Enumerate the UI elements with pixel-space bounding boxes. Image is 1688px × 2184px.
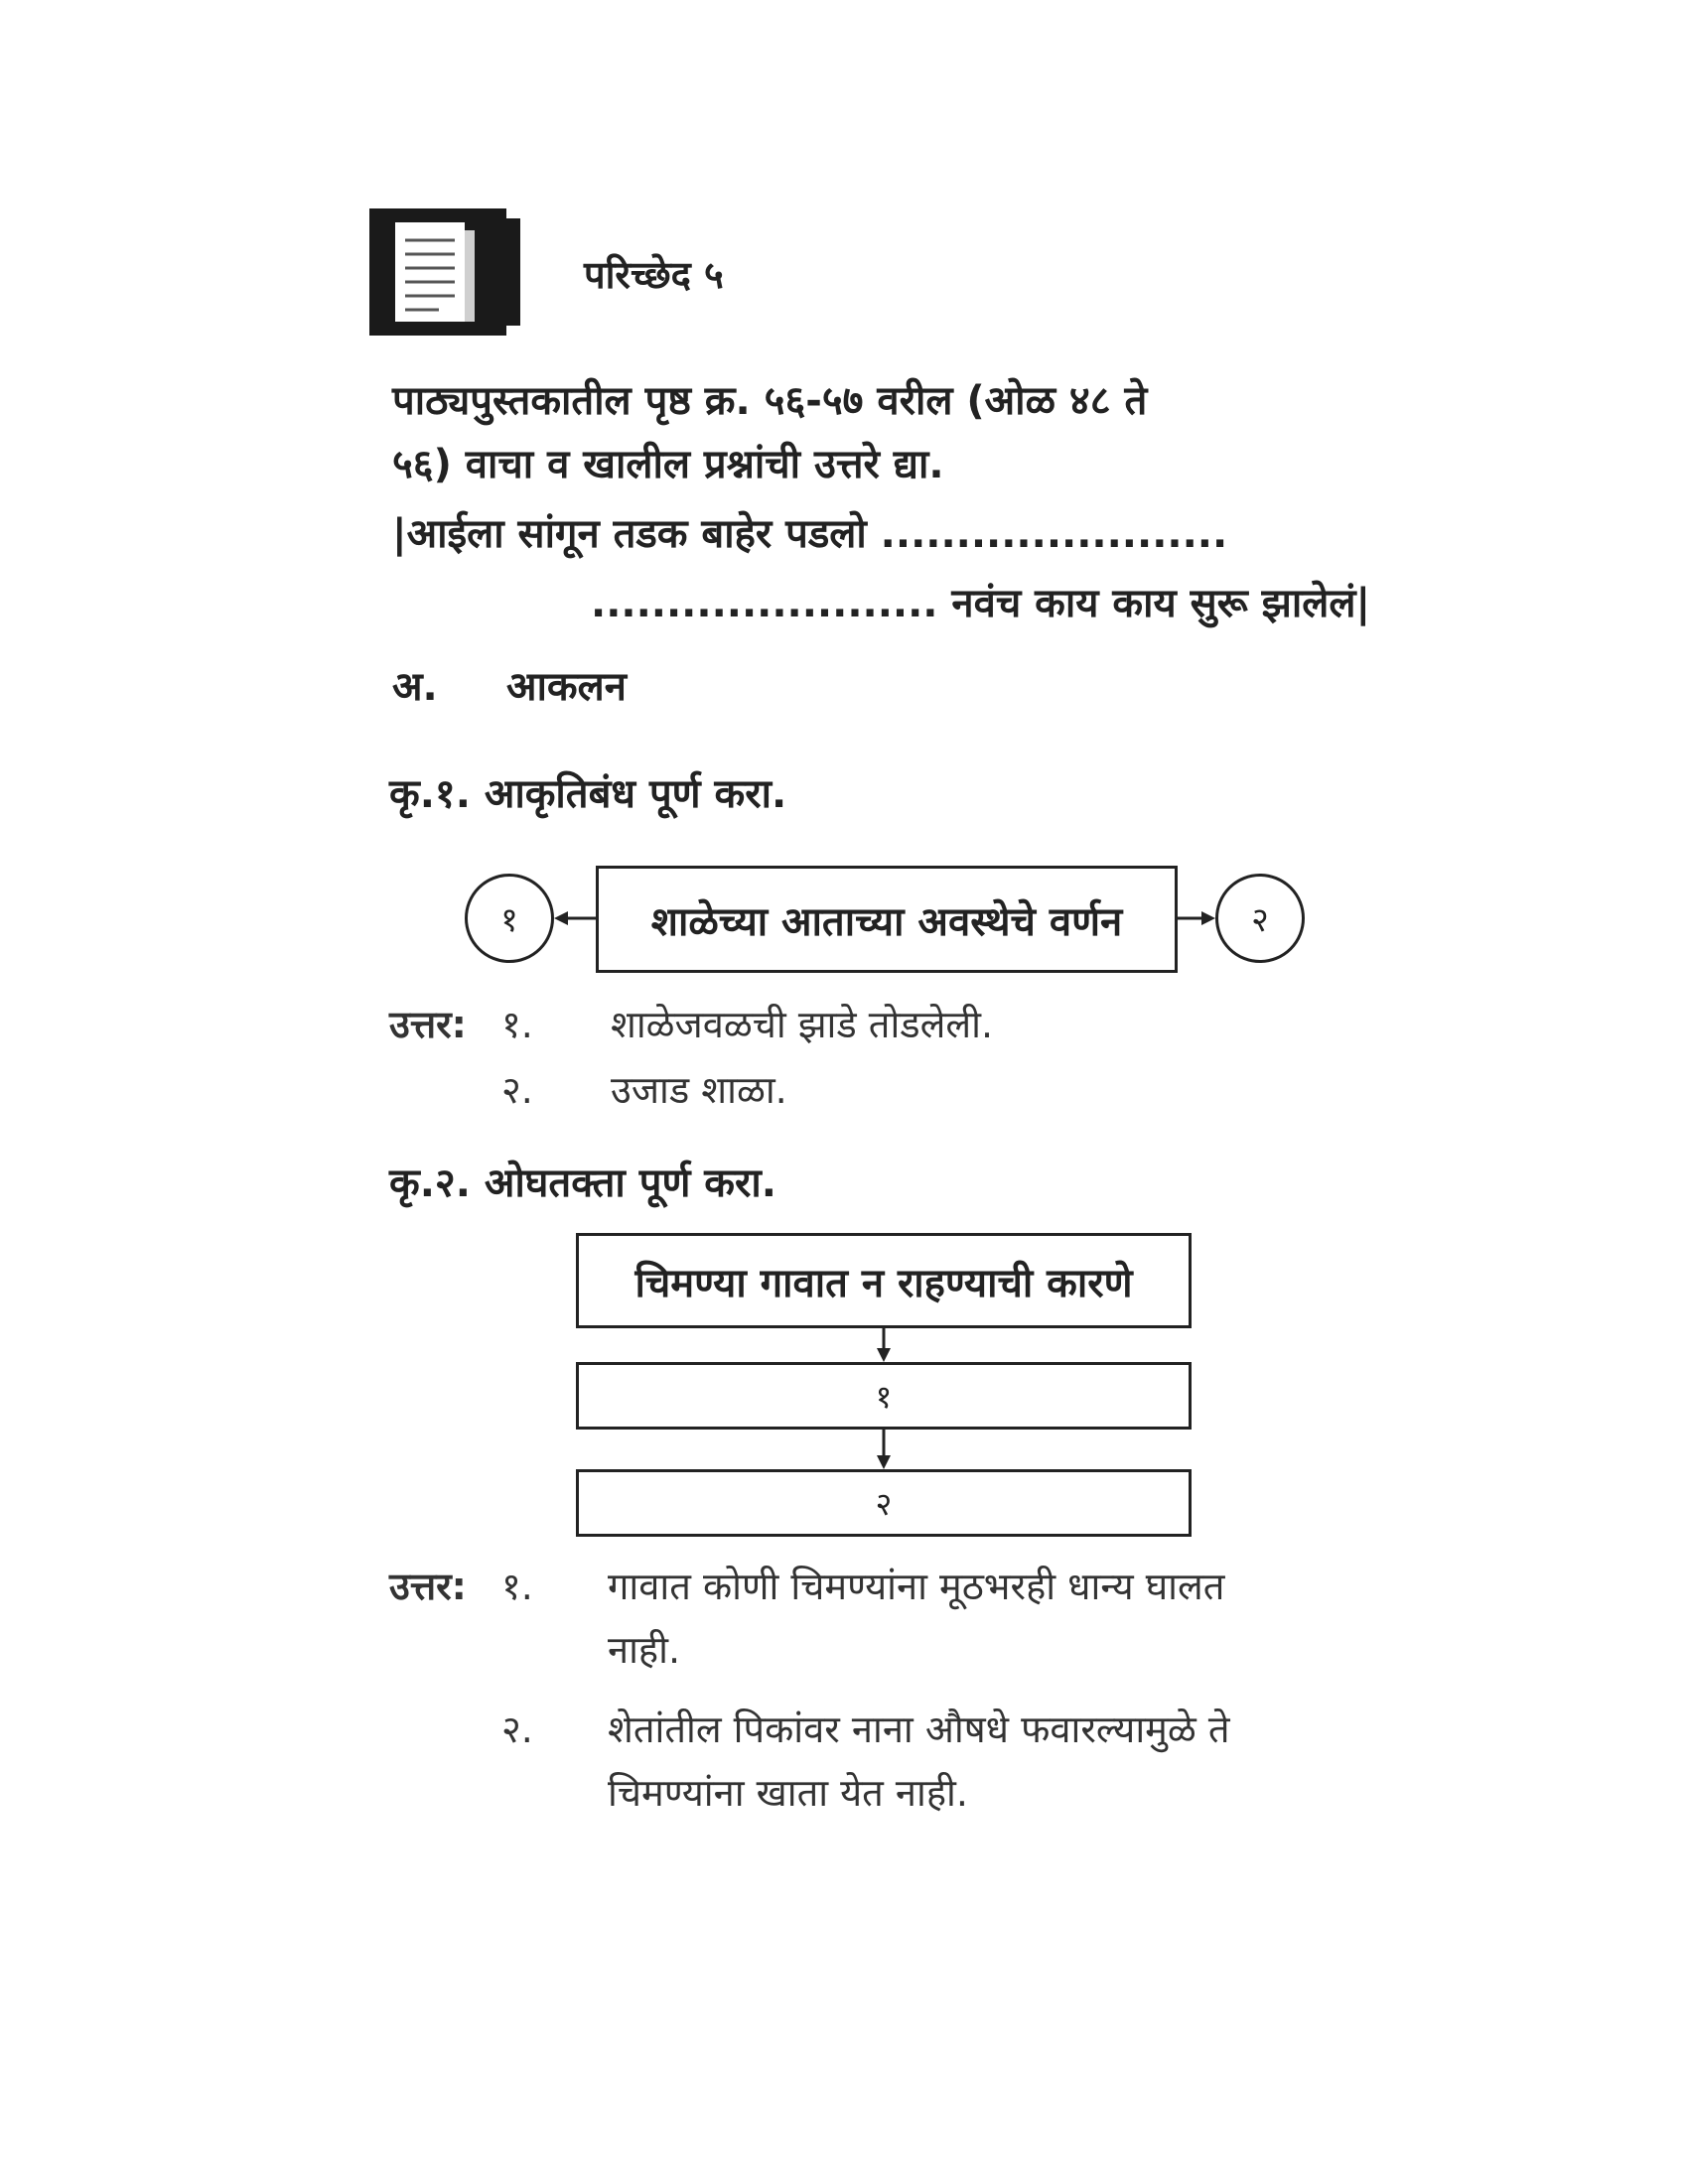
q2-answer-label: उत्तर: — [389, 1565, 467, 1608]
q2-label: कृ.२. ओघतक्ता पूर्ण करा. — [389, 1160, 776, 1206]
q1-answer-label: उत्तर: — [389, 1003, 467, 1046]
q1-center-box-text: शाळेच्या आताच्या अवस्थेचे वर्णन — [650, 898, 1123, 945]
q2-box-2-number: २ — [875, 1484, 893, 1523]
q2-answer-1-line-1: गावात कोणी चिमण्यांना मूठभरही धान्य घालत — [608, 1565, 1225, 1608]
q1-label: कृ.१. आकृतिबंध पूर्ण करा. — [389, 771, 787, 817]
q2-top-box-text: चिमण्या गावात न राहण्याची कारणे — [634, 1260, 1133, 1306]
q2-answer-1-number: १. — [501, 1565, 533, 1608]
q2-answer-2-line-2: चिमण्यांना खाता येत नाही. — [608, 1771, 968, 1815]
q1-right-circle-number: २ — [1251, 900, 1269, 940]
q1-answer-2-text: उजाड शाळा. — [611, 1068, 787, 1112]
q1-left-circle-number: १ — [500, 900, 518, 940]
q1-answer-1-text: शाळेजवळची झाडे तोडलेली. — [611, 1003, 994, 1046]
q2-answer-2-number: २. — [501, 1707, 533, 1751]
intro-line-3: |आईला सांगून तडक बाहेर पडलो ....................... — [392, 511, 1228, 557]
q1-answer-2-number: २. — [501, 1068, 533, 1112]
intro-line-2: ५६) वाचा व खालील प्रश्नांची उत्तरे द्या. — [392, 442, 944, 487]
q2-box-1-number: १ — [875, 1377, 893, 1416]
q2-answer-1-line-2: नाही. — [608, 1628, 681, 1672]
intro-line-1: पाठ्यपुस्तकातील पृष्ठ क्र. ५६-५७ वरील (ओळ ४८ ते — [392, 378, 1148, 424]
part-a-marker: अ. — [392, 664, 438, 710]
section-title: परिच्छेद ५ — [584, 253, 724, 297]
intro-line-4: ....................... नवंच काय काय सुरू झालेलं| — [591, 581, 1371, 626]
q2-answer-2-line-1: शेतांतील पिकांवर नाना औषधे फवारल्यामुळे ते — [608, 1707, 1230, 1751]
part-a-title: आकलन — [506, 664, 627, 710]
q1-answer-1-number: १. — [501, 1003, 533, 1046]
